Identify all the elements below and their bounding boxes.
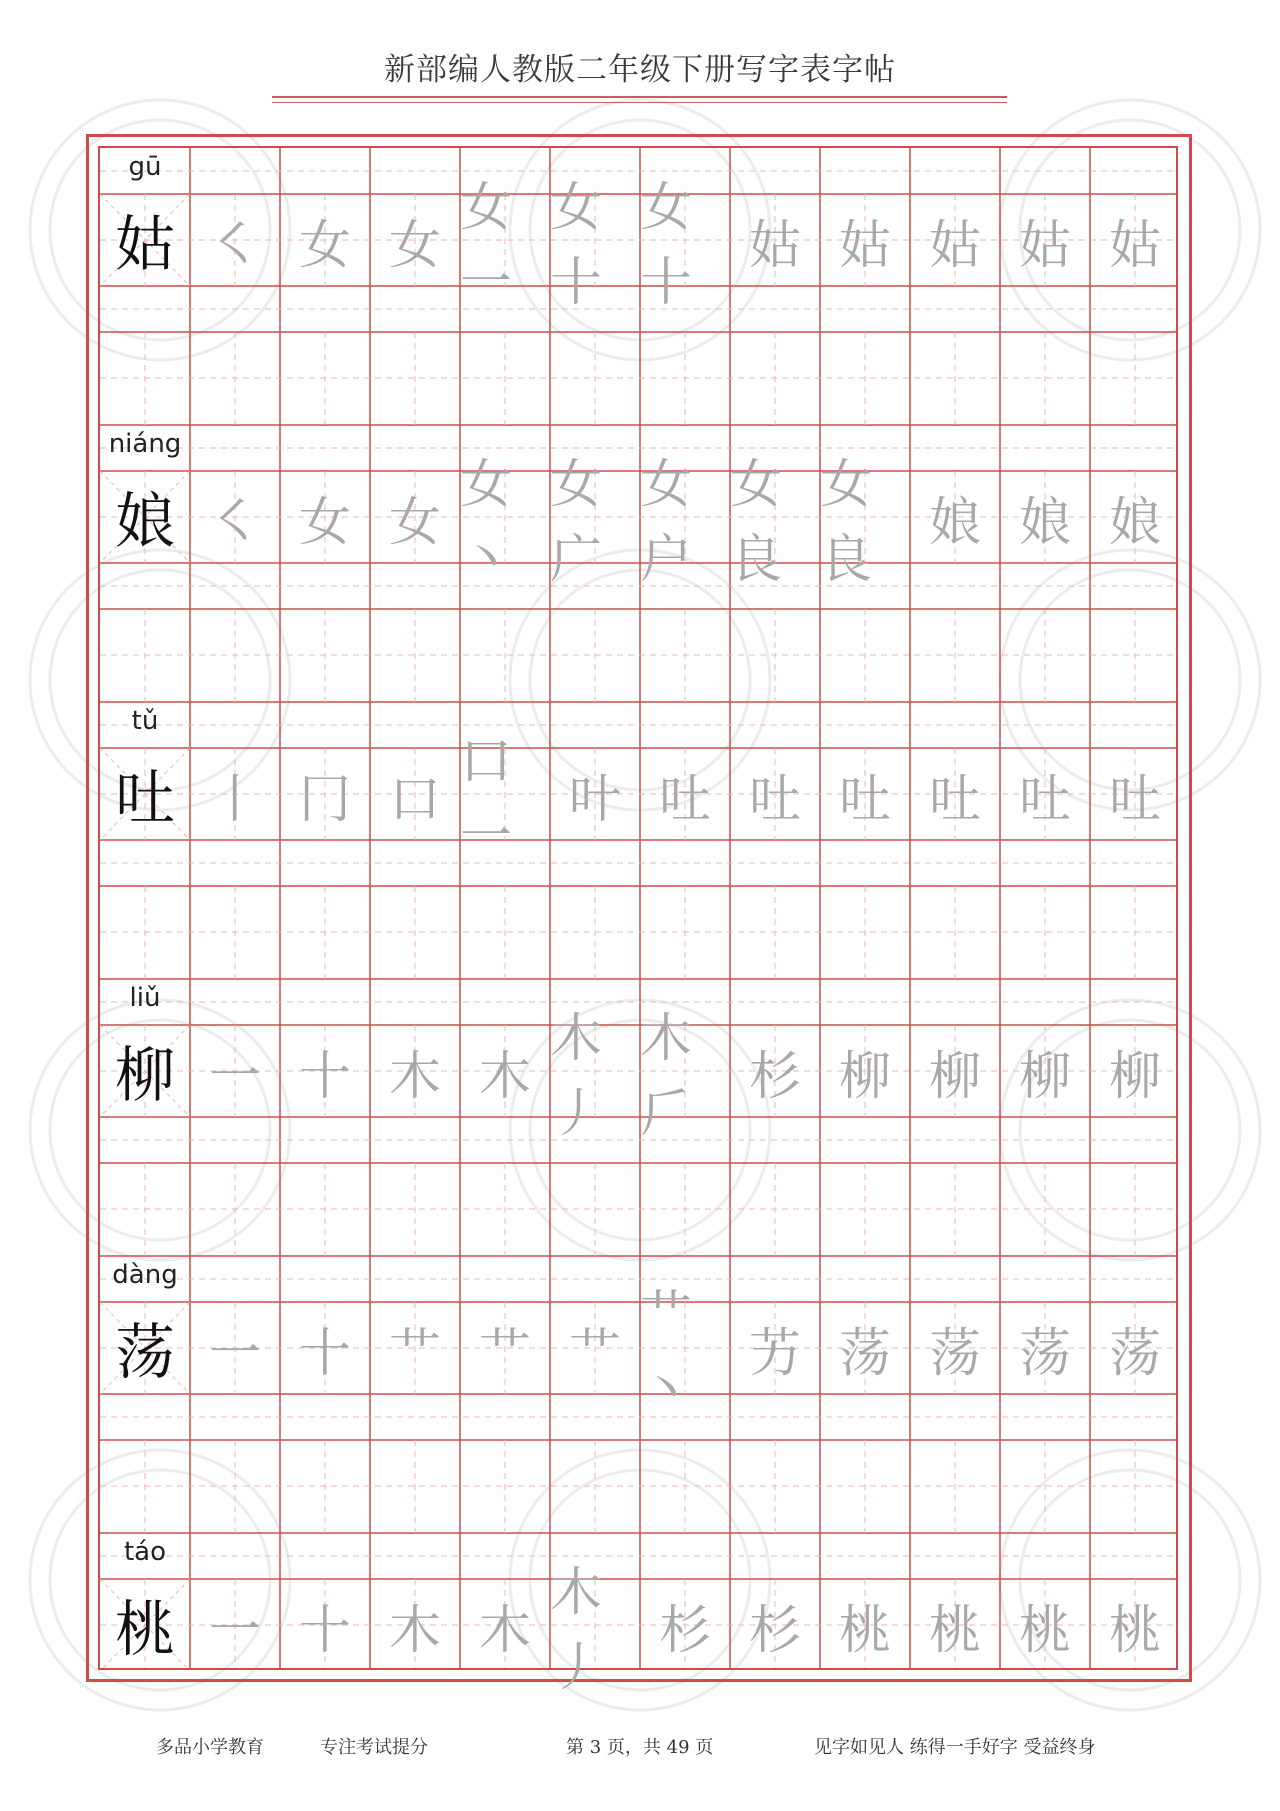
stroke-step-cell[interactable]: 吐 [748,769,801,830]
stroke-step-cell[interactable]: 十 [298,1046,351,1107]
character-row [100,1256,1176,1533]
character-row [100,979,1176,1256]
model-character: 吐 [115,764,175,834]
stroke-step-cell[interactable]: 娘 [1018,492,1071,553]
character-band [100,178,1176,313]
stroke-step-cell[interactable]: 柳 [838,1046,891,1107]
character-band [100,1009,1176,1144]
stroke-step-cell[interactable]: 艻 [748,1323,801,1384]
model-character: 姑 [115,210,175,280]
stroke-step-cell[interactable]: 木丿 [550,1009,603,1144]
stroke-step-cell[interactable]: ㇛ [208,215,261,276]
stroke-step-cell[interactable]: 女广 [550,455,603,590]
character-band [100,732,1176,867]
stroke-step-cell[interactable]: 柳 [928,1046,981,1107]
stroke-step-cell[interactable]: 吐 [1018,769,1071,830]
stroke-step-cell[interactable]: 女良 [730,455,783,590]
pinyin-label: niáng [108,429,182,459]
stroke-step-cell[interactable]: 一 [208,1046,261,1107]
stroke-step-cell[interactable]: 女户 [640,455,693,590]
stroke-step-cell[interactable]: 女良 [820,455,873,590]
stroke-step-cell[interactable]: 杉 [748,1600,801,1661]
pinyin-band [100,1256,1176,1302]
stroke-step-cell[interactable]: 木 [478,1046,531,1107]
pinyin-label: tǔ [131,706,159,736]
page-title: 新部编人教版二年级下册写字表字帖 [384,52,896,88]
stroke-step-cell[interactable]: 木丿 [550,1563,603,1698]
stroke-step-cell[interactable]: 木𠂆 [640,1009,693,1144]
model-character: 荡 [115,1318,175,1388]
character-band [100,1563,1176,1698]
stroke-step-cell[interactable]: 柳 [1108,1046,1161,1107]
practice-grid [98,146,1178,1698]
page-header [0,44,1280,89]
stroke-step-cell[interactable]: 艹丶 [640,1286,693,1421]
footer-slogan: 专注考试提分 [320,1737,428,1758]
header-rule [272,102,1007,103]
character-row [100,702,1176,979]
pinyin-label: gū [128,152,162,182]
stroke-step-cell[interactable]: 女 [388,215,441,276]
stroke-step-cell[interactable]: 女 [298,215,351,276]
stroke-step-cell[interactable]: 杉 [658,1600,711,1661]
pinyin-label: táo [123,1537,167,1567]
pinyin-label: dàng [112,1260,178,1290]
stroke-step-cell[interactable]: 桃 [1018,1600,1071,1661]
character-band [100,455,1176,590]
stroke-step-cell[interactable]: 桃 [928,1600,981,1661]
stroke-step-cell[interactable]: 吐 [838,769,891,830]
stroke-step-cell[interactable]: 姑 [838,215,891,276]
stroke-step-cell[interactable]: 木 [478,1600,531,1661]
stroke-step-cell[interactable]: 吐 [928,769,981,830]
blank-writing-band[interactable] [100,609,1176,702]
character-row [100,148,1176,425]
stroke-step-cell[interactable]: 口 [388,769,441,830]
stroke-step-cell[interactable]: 荡 [1018,1323,1071,1384]
stroke-step-cell[interactable]: 一 [208,1600,261,1661]
stroke-step-cell[interactable]: 女十 [640,178,693,313]
stroke-step-cell[interactable]: 叶 [568,769,621,830]
stroke-step-cell[interactable]: 十 [298,1323,351,1384]
stroke-step-cell[interactable]: 一 [208,1323,261,1384]
stroke-step-cell[interactable]: 冂 [298,769,351,830]
stroke-step-cell[interactable]: 桃 [1108,1600,1161,1661]
blank-writing-band[interactable] [100,1717,1176,1810]
stroke-step-cell[interactable]: 女丶 [460,455,513,590]
stroke-step-cell[interactable]: ㇛ [208,492,261,553]
pinyin-label: liǔ [129,983,161,1013]
model-character: 娘 [115,487,175,557]
blank-writing-band[interactable] [100,1440,1176,1533]
blank-writing-band[interactable] [100,332,1176,425]
stroke-step-cell[interactable]: 姑 [748,215,801,276]
blank-writing-band[interactable] [100,1163,1176,1256]
stroke-step-cell[interactable]: 女 [388,492,441,553]
stroke-step-cell[interactable]: 杉 [748,1046,801,1107]
character-row [100,425,1176,702]
footer-brand: 多品小学教育 [156,1737,264,1758]
blank-writing-band[interactable] [100,886,1176,979]
footer-pagination: 第 3 页，共 49 页 [566,1737,714,1758]
footer-motto: 见字如见人 练得一手好字 受益终身 [814,1737,1096,1758]
pinyin-band [100,702,1176,748]
stroke-step-cell[interactable]: 木 [388,1046,441,1107]
stroke-step-cell[interactable]: 娘 [928,492,981,553]
stroke-step-cell[interactable]: 桃 [838,1600,891,1661]
stroke-step-cell[interactable]: 女 [298,492,351,553]
header-rule [272,96,1007,98]
stroke-step-cell[interactable]: 女一 [460,178,513,313]
stroke-step-cell[interactable]: 艹 [568,1323,621,1384]
stroke-step-cell[interactable]: 口一 [460,732,513,867]
stroke-step-cell[interactable]: 女十 [550,178,603,313]
stroke-step-cell[interactable]: 姑 [928,215,981,276]
model-character: 柳 [115,1041,175,1111]
stroke-step-cell[interactable]: 荡 [928,1323,981,1384]
model-character: 桃 [115,1595,175,1665]
stroke-step-cell[interactable]: 艹 [388,1323,441,1384]
stroke-step-cell[interactable]: 吐 [658,769,711,830]
stroke-step-cell[interactable]: 丨 [208,769,261,830]
stroke-step-cell[interactable]: 荡 [838,1323,891,1384]
character-row [100,1533,1176,1810]
stroke-step-cell[interactable]: 艹 [478,1323,531,1384]
stroke-step-cell[interactable]: 柳 [1018,1046,1071,1107]
stroke-step-cell[interactable]: 木 [388,1600,441,1661]
stroke-step-cell[interactable]: 娘 [1108,492,1161,553]
stroke-step-cell[interactable]: 姑 [1018,215,1071,276]
stroke-step-cell[interactable]: 十 [298,1600,351,1661]
stroke-step-cell[interactable]: 吐 [1108,769,1161,830]
character-band [100,1286,1176,1421]
stroke-step-cell[interactable]: 荡 [1108,1323,1161,1384]
stroke-step-cell[interactable]: 姑 [1108,215,1161,276]
